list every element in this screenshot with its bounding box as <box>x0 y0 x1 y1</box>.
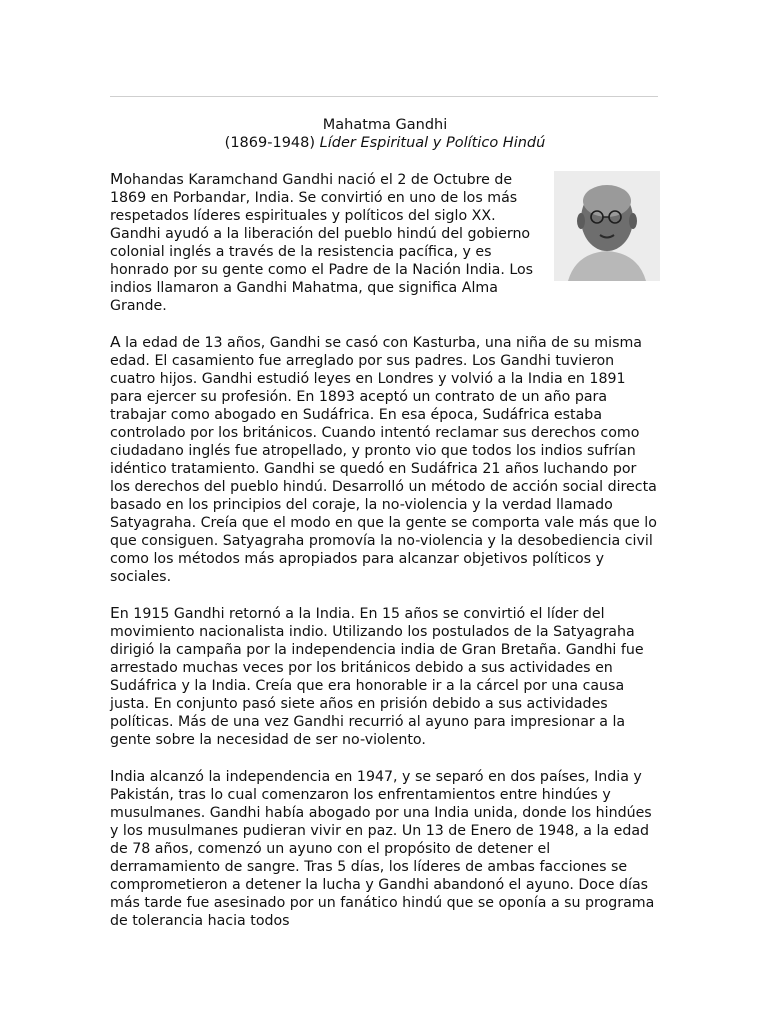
paragraph-3 <box>110 604 660 749</box>
gandhi-portrait-image <box>554 171 660 281</box>
paragraph-1-initial: M <box>110 170 124 188</box>
document-title: Mahatma Gandhi <box>322 117 448 133</box>
top-divider <box>110 96 658 97</box>
paragraph-3-initial: E <box>110 604 120 622</box>
paragraph-4-initial: I <box>110 767 115 785</box>
paragraph-1 <box>110 170 660 315</box>
paragraph-2-text: la edad de 13 años, Gandhi se casó con Kasturba, una niña de su misma edad. El casamiento fue arreglado por sus padres. Los Gandhi tuvieron cuatro hijos. Gandhi estudió leyes en Londres y volvió a la India en 1891 para ejercer su profesión. En 1893 aceptó un contrato de un año para trabajar como abogado en Sudáfrica. En esa época, Sudáfrica estaba controlado por los británicos. Cuando intentó reclamar sus derechos como ciudadano inglés fue atropellado, y pronto vio que todos los indios sufrían idéntico tratamiento. Gandhi se quedó en Sudáfrica 21 años luchando por los derechos del pueblo hindú. Desarrolló un método de acción social directa basado en los principios del coraje, la no-violencia y la verdad llamado Satyagraha. Creía que el modo en que la gente se comporta vale más que lo que consiguen. Satyagraha promovía la no-violencia y la desobediencia civil como los métodos más apropiados para alcanzar objetivos políticos y sociales. <box>110 335 657 585</box>
paragraph-2-initial: A <box>110 333 121 351</box>
paragraph-3-text: n 1915 Gandhi retornó a la India. En 15 años se convirtió el líder del movimiento nacionalista indio. Utilizando los postulados de la Satyagraha dirigió la campaña por la independencia india de Gran Bretaña. Gandhi fue arrestado muchas veces por los británicos debido a sus actividades en Sudáfrica y la India. Creía que era honorable ir a la cárcel por una causa justa. En conjunto pasó siete años en prisión debido a sus actividades políticas. Más de una vez Gandhi recurrió al ayuno para impresionar a la gente sobre la necesidad de ser no-violento. <box>110 606 644 748</box>
document-title-block <box>110 116 660 152</box>
paragraph-1-text: ohandas Karamchand Gandhi nació el 2 de Octubre de 1869 en Porbandar, India. Se convirtió en uno de los más respetados líderes espirituales y políticos del siglo XX. Gandhi ayudó a la liberación del pueblo hindú del gobierno colonial inglés a través de la resistencia pacífica, y es honrado por su gente como el Padre de la Nación India. Los indios llamaron a Gandhi Mahatma, que significa Alma Grande. <box>110 172 534 314</box>
paragraph-2 <box>110 333 660 586</box>
subtitle-role: Líder Espiritual y Político Hindú <box>319 135 546 151</box>
paragraph-4-text: ndia alcanzó la independencia en 1947, y se separó en dos países, India y Pakistán, tras lo cual comenzaron los enfrentamientos entre hindúes y musulmanes. Gandhi había abogado por una India unida, donde los hindúes y los musulmanes pudieran vivir en paz. Un 13 de Enero de 1948, a la edad de 78 años, comenzó un ayuno con el propósito de detener el derramamiento de sangre. Tras 5 días, los líderes de ambas facciones se comprometieron a detener la lucha y Gandhi abandonó el ayuno. Doce días más tarde fue asesinado por un fanático hindú que se oponía a su programa de tolerancia hacia todos <box>110 769 655 929</box>
subtitle-years: (1869-1948) <box>224 135 316 151</box>
document-subtitle <box>225 135 546 151</box>
paragraph-4 <box>110 767 660 930</box>
document-body <box>110 116 660 930</box>
